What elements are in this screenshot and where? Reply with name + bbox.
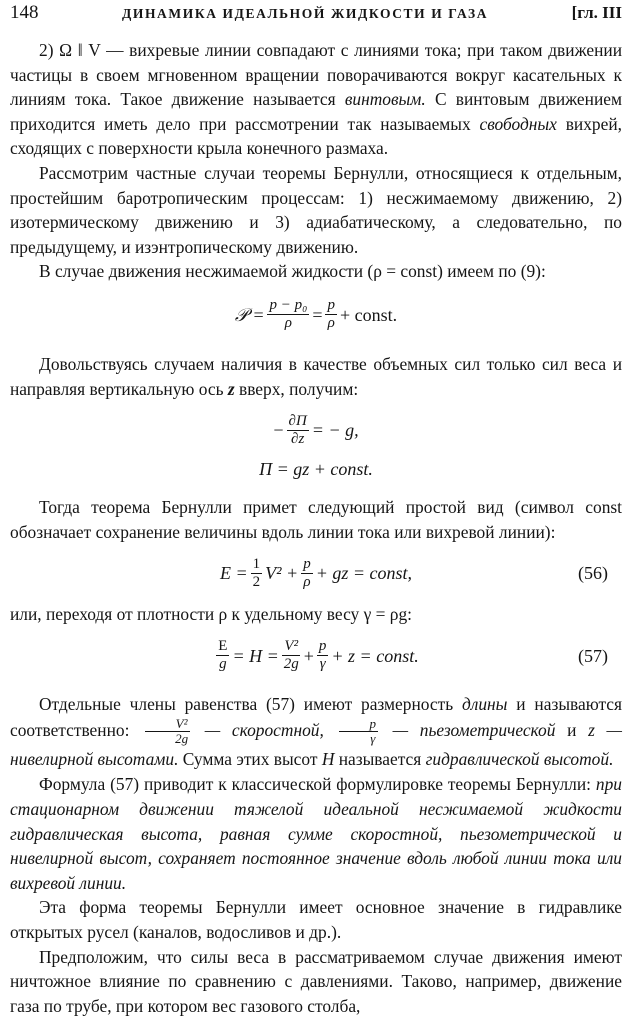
fraction — [267, 297, 309, 332]
page-body — [10, 38, 622, 1018]
equation-pressure-function — [10, 284, 622, 346]
fraction — [251, 556, 263, 591]
fraction — [287, 413, 309, 448]
text: Довольствуясь случаем наличия в качестве объемных сил только сил веса и направляя вертикальную ось — [10, 353, 622, 399]
paragraph-gas-flow: Предположим, что силы веса в рассматриваемом случае движения имеют ничтожное влияние по сравнению с давлениями. Таково, например, движение газа по трубе, при котором вес газового столба, — [10, 946, 622, 1016]
eq-sign: = — [312, 304, 323, 325]
eq-plus: + — [303, 645, 314, 666]
paragraph-incompressible: В случае движения несжимаемой жидкости (ρ = const) имеем по (9): — [39, 261, 546, 282]
fraction — [216, 638, 229, 673]
text: и — [555, 719, 589, 740]
theorem-statement: при стационарном движении тяжелой идеальной несжимаемой жидкости гидравлическая высота, равная сумме скоростной, пьезометрической и нивелирной высот, сохраняет постоянное значение вдоль любой линии тока или вихревой линии. — [10, 774, 622, 893]
eq-mid: = H = — [232, 645, 279, 666]
term-screw-motion: винтовым. — [344, 89, 426, 110]
text: вверх, получим: — [234, 378, 359, 399]
text: и называются соответственно: — [10, 693, 622, 740]
paragraph-specific-weight: или, переходя от плотности ρ к удельному весу γ = ρg: — [10, 604, 412, 625]
denominator: 2g — [283, 656, 299, 673]
denominator: ρ — [327, 315, 335, 332]
text: вихрей, сходящих с поверхности крыла конечного размаха. — [10, 113, 622, 159]
term-piezometric-head: — пьезометрической — [381, 719, 556, 740]
paragraph-hydraulics: Эта форма теоремы Бернулли имеет основное значение в гидравлике открытых русел (каналов, водосливов и др.). — [10, 897, 622, 942]
paragraph-vortex-lines — [10, 38, 622, 161]
numerator: 1 — [252, 555, 261, 572]
numerator: ∂Π — [288, 412, 307, 429]
eq-lhs: E = — [220, 563, 248, 584]
symbol-z: z — [227, 378, 235, 399]
text: Отдельные члены равенства (57) имеют размерность — [39, 693, 462, 714]
numerator: V² — [145, 717, 190, 732]
paragraph-bernoulli-form: Тогда теорема Бернулли примет следующий простой вид (символ const обозначает сохранение величины вдоль линии тока или вихревой линии): — [10, 497, 622, 542]
page-number: 148 — [10, 2, 39, 23]
numerator: p — [318, 638, 327, 655]
eq-velocity-term: V² + — [265, 563, 299, 584]
fraction — [325, 297, 337, 332]
numerator: p — [303, 555, 311, 572]
denominator: γ — [370, 731, 376, 747]
running-title: ДИНАМИКА ИДЕАЛЬНОЙ ЖИДКОСТИ И ГАЗА — [121, 6, 489, 21]
denominator: ρ — [303, 573, 311, 590]
term-free-vortices: свободных — [479, 113, 557, 134]
denominator: 2 — [252, 573, 261, 590]
numerator: E — [218, 638, 228, 655]
numerator: p — [327, 297, 335, 314]
paragraph-special-cases: Рассмотрим частные случаи теоремы Бернулли, относящиеся к отдельным, простейшим баротропическим процессам: 1) несжимаемому движению, 2) изотермическому движению и 3) адиабатическому, а следовательно, по предыдущему, и изэнтропическому движению. — [10, 162, 622, 257]
term-length: длины — [461, 693, 508, 714]
denominator: γ — [319, 656, 326, 673]
running-header — [10, 2, 622, 36]
denominator: g — [219, 656, 227, 673]
symbol-h: H — [321, 749, 335, 770]
numerator: V² — [284, 638, 299, 655]
equation-potential-gradient — [10, 405, 622, 455]
equation-56 — [10, 544, 622, 602]
denominator: ∂z — [291, 430, 305, 447]
denominator: ρ — [284, 315, 292, 332]
denominator: 2g — [175, 731, 189, 747]
eq-minus: − — [273, 419, 284, 440]
term-hydraulic-head: гидравлической высотой. — [425, 749, 614, 770]
equation-57 — [10, 627, 622, 685]
eq-text: Π = gz + const. — [259, 458, 373, 479]
eq-rhs: = − g, — [311, 419, 359, 440]
text: Сумма этих высот — [178, 749, 322, 770]
numerator: p — [339, 717, 379, 732]
eq-lhs: 𝒫 = — [234, 304, 265, 325]
eq-tail: + const. — [339, 304, 398, 325]
fraction — [282, 638, 301, 673]
equation-number: (57) — [578, 645, 608, 666]
fraction — [144, 717, 190, 746]
numerator: p − p₀ — [269, 297, 308, 314]
text: Формула (57) приводит к классической формулировке теоремы Бернулли: — [39, 774, 596, 795]
equation-number: (56) — [578, 563, 608, 584]
eq-tail: + z = const. — [331, 645, 419, 666]
paragraph-classic-formulation — [10, 772, 622, 895]
text: 2) Ω ‖ V — вихревые линии совпадают с линиями тока; при таком движении частицы в своем мгновенном вращении поворачиваются вокруг касательных к линиям тока. Такое движение называется — [10, 40, 622, 110]
equation-potential — [10, 455, 622, 483]
paragraph-heads — [10, 691, 622, 773]
term-velocity-head: — скоростной, — [193, 719, 336, 740]
fraction — [301, 556, 313, 591]
text: называется — [334, 749, 426, 770]
text: С винтовым движением приходится иметь дело при рассмотрении так называемых — [10, 89, 622, 134]
fraction — [339, 717, 379, 746]
fraction — [317, 638, 329, 673]
chapter-label: [гл. III — [571, 3, 622, 22]
term-elevation-head: z — нивелирной высотами. — [10, 719, 622, 770]
paragraph-gravity — [10, 352, 622, 401]
eq-tail: + gz = const, — [315, 563, 412, 584]
